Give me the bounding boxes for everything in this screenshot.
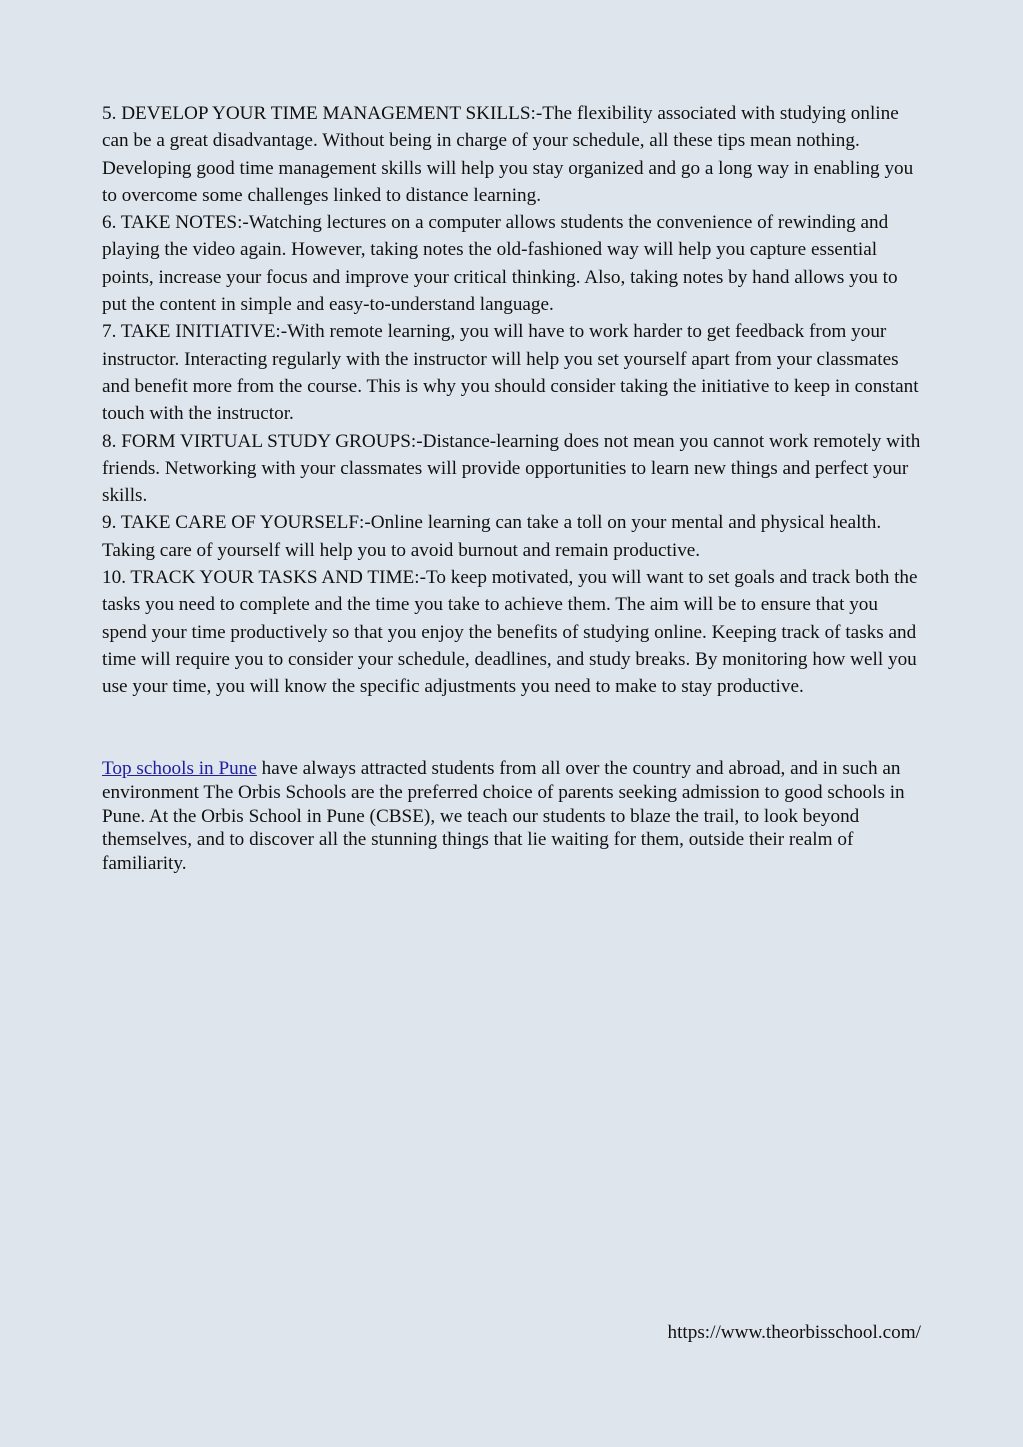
- top-schools-link[interactable]: Top schools in Pune: [102, 758, 257, 779]
- closing-body-text: have always attracted students from all over the country and abroad, and in such an environment The Orbis Schools are the preferred choice of parents seeking admission to good schools in Pune. At the Orbis School in Pune (CBSE), we teach our students to blaze the trail, to look beyond themselves, and to discover all the stunning things that lie waiting for them, outside their realm of familiarity.: [102, 758, 905, 875]
- tip-paragraph-6: 6. TAKE NOTES:-Watching lectures on a computer allows students the convenience of rewinding and playing the video again. However, taking notes the old-fashioned way will help you capture essential points, increase your focus and improve your critical thinking. Also, taking notes by hand allows you to put the content in simple and easy-to-understand language.: [102, 212, 898, 316]
- closing-paragraph: [102, 757, 922, 876]
- tip-paragraph-10: 10. TRACK YOUR TASKS AND TIME:-To keep motivated, you will want to set goals and track both the tasks you need to complete and the time you take to achieve them. The aim will be to ensure that you spend your time productively so that you enjoy the benefits of studying online. Keeping track of tasks and time will require you to consider your schedule, deadlines, and study breaks. By monitoring how well you use your time, you will know the specific adjustments you need to make to stay productive.: [102, 567, 918, 698]
- tip-paragraph-9: 9. TAKE CARE OF YOURSELF:-Online learning can take a toll on your mental and physical health. Taking care of yourself will help you to avoid burnout and remain productive.: [102, 512, 882, 561]
- tip-paragraph-8: 8. FORM VIRTUAL STUDY GROUPS:-Distance-learning does not mean you cannot work remotely with friends. Networking with your classmates will provide opportunities to learn new things and perfect your skills.: [102, 430, 921, 507]
- footer-url: https://www.theorbisschool.com/: [667, 1322, 921, 1343]
- tip-paragraph-7: 7. TAKE INITIATIVE:-With remote learning, you will have to work harder to get feedback from your instructor. Interacting regularly with the instructor will help you set yourself apart from your classmates and benefit more from the course. This is why you should consider taking the initiative to keep in constant touch with the instructor.: [102, 321, 919, 425]
- tips-list: [102, 100, 922, 701]
- tip-paragraph-5: 5. DEVELOP YOUR TIME MANAGEMENT SKILLS:-The flexibility associated with studying online can be a great disadvantage. Without being in charge of your schedule, all these tips mean nothing. Developing good time management skills will help you stay organized and go a long way in enabling you to overcome some challenges linked to distance learning.: [102, 103, 914, 206]
